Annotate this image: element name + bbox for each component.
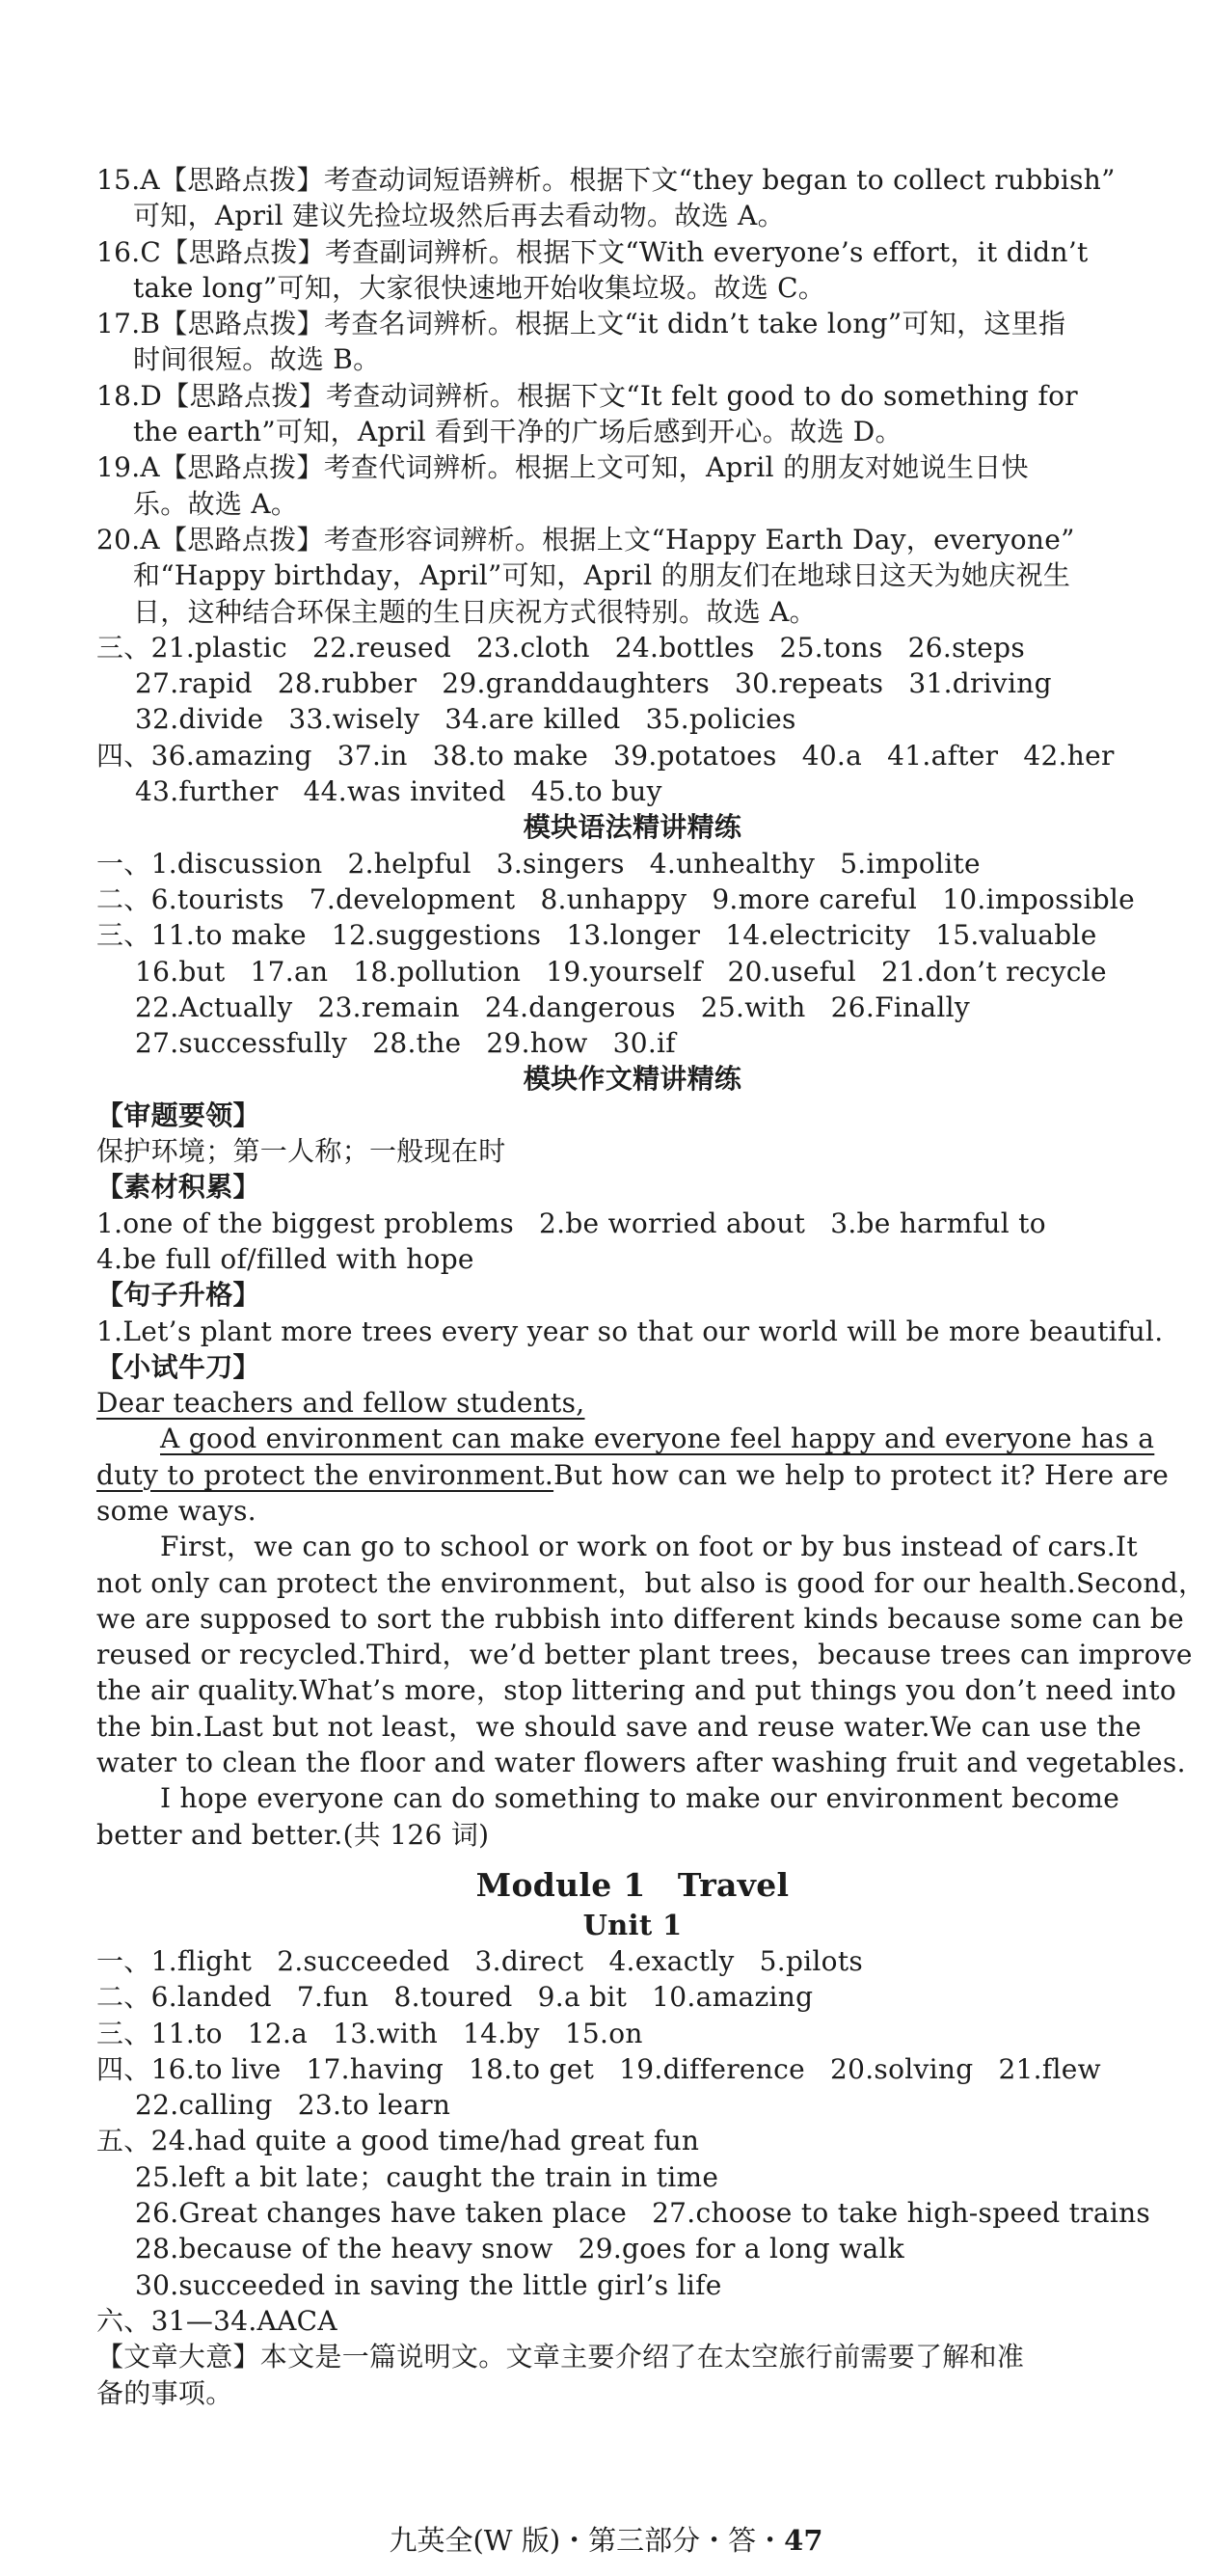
answer-item: 17.an: [250, 955, 329, 988]
essay-line: First，we can go to school or work on foot or by bus instead of cars.It: [160, 1531, 1138, 1563]
answer-item: 45.to buy: [530, 775, 662, 808]
text-line: 4.be full of/filled with hope: [96, 1242, 474, 1275]
answer-line: 六、31—34.AACA: [96, 2304, 337, 2337]
answer-item: 42.her: [1023, 739, 1115, 772]
answer-item: 22.reused: [311, 631, 452, 664]
section-heading: 【素材积累】: [96, 1171, 260, 1204]
text-line: 20.A【思路点拨】考查形容词辨析。根据上文“Happy Earth Day，everyone”: [96, 523, 1075, 556]
answer-item: 23.cloth: [476, 631, 590, 664]
answer-item: 33.wisely: [288, 703, 420, 736]
answer-line: [96, 1979, 1169, 2015]
section-heading: 【句子升格】: [96, 1279, 260, 1312]
text-line: 日，这种结合环保主题的生日庆祝方式很特别。故选 A。: [133, 595, 817, 628]
answer-item: 4.exactly: [608, 1944, 735, 1977]
answer-item: 24.dangerous: [484, 990, 676, 1023]
essay-line: water to clean the floor and water flowers after washing fruit and vegetables.: [96, 1747, 1186, 1779]
answer-line: [96, 954, 1169, 990]
answer-item: 10.impossible: [942, 882, 1136, 915]
answer-line: [96, 630, 1169, 665]
answer-item: 37.in: [337, 739, 408, 772]
answer-item: 8.unhappy: [540, 882, 687, 915]
answer-item: 18.to get: [469, 2052, 595, 2085]
answer-item: 3.direct: [474, 1944, 584, 1977]
answer-item: 19.difference: [619, 2052, 805, 2085]
cloze-explanations: [96, 162, 1169, 630]
answer-item: 3.singers: [496, 847, 625, 880]
answer-item: 一、1.discussion: [96, 847, 323, 880]
answer-item: 三、21.plastic: [96, 631, 287, 664]
answer-item: 26.Finally: [830, 990, 971, 1023]
answer-item: 7.development: [309, 882, 516, 915]
answer-item: 3.be harmful to: [830, 1207, 1046, 1239]
essay-line: better and better.(共 126 词): [96, 1818, 490, 1851]
answer-item: 29.goes for a long walk: [578, 2233, 905, 2265]
text-line: 18.D【思路点拨】考查动词辨析。根据下文“It felt good to do something for: [96, 379, 1078, 412]
answer-item: 30.if: [612, 1027, 676, 1060]
answer-item: 二、6.landed: [96, 1981, 272, 2014]
article-summary: 【文章大意】本文是一篇说明文。文章主要介绍了在太空旅行前需要了解和准: [96, 2341, 1025, 2373]
answer-item: 40.a: [801, 739, 863, 772]
answer-line: [96, 917, 1169, 953]
text-line: 17.B【思路点拨】考查名词辨析。根据上文“it didn’t take long”可知，这里指: [96, 308, 1066, 340]
answer-item: 1.one of the biggest problems: [96, 1207, 515, 1239]
text-line: 和“Happy birthday，April”可知，April 的朋友们在地球日这天为她庆祝生: [133, 559, 1071, 592]
text-line: the earth”可知，April 看到干净的广场后感到开心。故选 D。: [133, 416, 902, 448]
answer-line: [96, 1943, 1169, 1979]
answer-item: 15.valuable: [935, 919, 1097, 952]
answer-item: 一、1.flight: [96, 1944, 253, 1977]
answer-item: 23.to learn: [297, 2089, 451, 2122]
answer-line: [96, 881, 1169, 917]
answer-item: 29.granddaughters: [442, 667, 711, 700]
answer-item: 12.a: [247, 2017, 309, 2049]
essay-greeting: [96, 1385, 1169, 1421]
essay-line: the bin.Last but not least，we should save and reuse water.We can use the: [96, 1710, 1142, 1743]
answer-line: [96, 701, 1169, 737]
answer-item: 25.tons: [779, 631, 883, 664]
answer-item: 14.by: [463, 2017, 540, 2049]
text-line: 乐。故选 A。: [133, 487, 299, 520]
answer-line: [96, 2195, 1169, 2231]
page-footer: [0, 2519, 1212, 2559]
answer-item: 14.electricity: [725, 919, 911, 952]
answer-item: 44.was invited: [303, 775, 506, 808]
text-line: 15.A【思路点拨】考查动词短语辨析。根据下文“they began to collect rubbish”: [96, 164, 1116, 196]
answer-line: 30.succeeded in saving the little girl’s life: [135, 2268, 722, 2301]
word-answers: [96, 630, 1169, 809]
answer-item: 28.rubber: [277, 667, 417, 700]
answer-item: 三、11.to: [96, 2017, 223, 2049]
answer-item: 17.having: [306, 2052, 444, 2085]
answer-item: 三、11.to make: [96, 919, 307, 952]
answer-item: 32.divide: [135, 703, 264, 736]
essay-line: not only can protect the environment，but also is good for our health.Second，: [96, 1566, 1206, 1599]
grammar-section: [96, 809, 1169, 1061]
unit-title: Unit 1: [582, 1908, 683, 1941]
answer-item: 7.fun: [296, 1981, 369, 2014]
answer-item: 4.unhealthy: [649, 847, 816, 880]
underlined-text: A good environment can make everyone feel happy and everyone has a: [160, 1423, 1155, 1455]
text-line: 16.C【思路点拨】考查副词辨析。根据下文“With everyone’s effort，it didn’t: [96, 235, 1089, 268]
answer-item: 8.toured: [393, 1981, 513, 2014]
answer-item: 12.suggestions: [331, 919, 542, 952]
answer-item: 23.remain: [317, 990, 460, 1023]
answer-line: [96, 2016, 1169, 2051]
answer-item: 10.amazing: [652, 1981, 814, 2014]
answer-item: 43.further: [135, 775, 279, 808]
answer-line: 25.left a bit late；caught the train in time: [135, 2160, 719, 2193]
answer-item: 5.impolite: [840, 847, 981, 880]
answer-item: 2.succeeded: [277, 1944, 450, 1977]
text-line: 19.A【思路点拨】考查代词辨析。根据上文可知，April 的朋友对她说生日快: [96, 451, 1029, 484]
text-line: 1.Let’s plant more trees every year so that our world will be more beautiful.: [96, 1315, 1164, 1347]
answer-item: 13.longer: [566, 919, 701, 952]
answer-item: 9.more careful: [712, 882, 918, 915]
essay-text: But how can we help to protect it? Here are: [553, 1458, 1170, 1491]
answer-item: 2.be worried about: [539, 1207, 806, 1239]
writing-section: [96, 1061, 1206, 1853]
answer-line: [96, 665, 1169, 701]
essay-line: I hope everyone can do something to make our environment become: [160, 1782, 1120, 1815]
section-heading: 【小试牛刀】: [96, 1350, 260, 1383]
text-line: 时间很短。故选 B。: [133, 343, 381, 376]
answer-content: [96, 162, 1206, 2411]
answer-item: 四、16.to live: [96, 2052, 282, 2085]
answer-item: 18.pollution: [353, 955, 522, 988]
answer-item: 30.repeats: [735, 667, 884, 700]
answer-line: [96, 1025, 1169, 1061]
answer-line: [96, 738, 1169, 773]
answer-item: 19.yourself: [546, 955, 703, 988]
greeting-text: Dear teachers and fellow students,: [96, 1387, 585, 1420]
article-summary: 备的事项。: [96, 2376, 233, 2409]
essay-line: [96, 1457, 1169, 1493]
answer-item: 28.because of the heavy snow: [135, 2233, 553, 2265]
section-heading: 【审题要领】: [96, 1098, 260, 1131]
answer-item: 35.policies: [645, 703, 796, 736]
answer-item: 38.to make: [432, 739, 589, 772]
answer-item: 34.are killed: [444, 703, 621, 736]
text-line: 可知，April 建议先捡垃圾然后再去看动物。故选 A。: [133, 200, 785, 232]
answer-item: 21.don’t recycle: [881, 955, 1107, 988]
answer-item: 41.after: [887, 739, 999, 772]
answer-line: [96, 2087, 1169, 2123]
module-title: Module 1 Travel: [475, 1865, 790, 1904]
answer-item: 25.with: [700, 990, 806, 1023]
answer-line: 五、24.had quite a good time/had great fun: [96, 2125, 700, 2157]
answer-line: [96, 846, 1169, 881]
answer-item: 29.how: [486, 1027, 588, 1060]
answer-line: [96, 1206, 1169, 1241]
writing-title: 模块作文精讲精练: [523, 1063, 742, 1096]
answer-line: [96, 773, 1169, 809]
grammar-title: 模块语法精讲精练: [523, 811, 742, 844]
answer-item: 16.but: [135, 955, 226, 988]
essay-line: the air quality.What’s more，stop littering and put things you don’t need into: [96, 1674, 1177, 1707]
answer-item: 26.Great changes have taken place: [135, 2197, 628, 2230]
answer-item: 13.with: [333, 2017, 439, 2049]
answer-item: 四、36.amazing: [96, 739, 312, 772]
answer-item: 22.Actually: [135, 990, 293, 1023]
answer-item: 31.driving: [908, 667, 1052, 700]
answer-item: 21.flew: [998, 2052, 1101, 2085]
answer-item: 27.choose to take high-speed trains: [652, 2197, 1151, 2230]
essay-line: some ways.: [96, 1494, 256, 1527]
answer-item: 27.rapid: [135, 667, 253, 700]
answer-item: 28.the: [372, 1027, 462, 1060]
answer-item: 9.a bit: [537, 1981, 628, 2014]
answer-item: 27.successfully: [135, 1027, 348, 1060]
answer-item: 22.calling: [135, 2089, 273, 2122]
answer-item: 26.steps: [907, 631, 1026, 664]
module-section: [96, 1864, 1169, 2411]
underlined-text: duty to protect the environment.: [96, 1458, 554, 1491]
answer-item: 39.potatoes: [613, 739, 777, 772]
text-line: 保护环境；第一人称；一般现在时: [96, 1135, 506, 1168]
answer-line: [96, 990, 1169, 1025]
page-number: 47: [784, 2524, 823, 2557]
answer-item: 2.helpful: [347, 847, 471, 880]
answer-line: [96, 2231, 1169, 2266]
answer-item: 20.useful: [727, 955, 857, 988]
answer-item: 二、6.tourists: [96, 882, 284, 915]
essay-line: we are supposed to sort the rubbish into different kinds because some can be: [96, 1602, 1184, 1635]
essay-line: [96, 1421, 1169, 1456]
text-line: take long”可知，大家很快速地开始收集垃圾。故选 C。: [133, 271, 826, 304]
answer-item: 24.bottles: [614, 631, 755, 664]
footer-text: 九英全(W 版)・第三部分・答・: [389, 2524, 785, 2557]
answer-line: [96, 2051, 1169, 2087]
answer-item: 15.on: [564, 2017, 643, 2049]
essay-line: reused or recycled.Third，we’d better plant trees，because trees can improve: [96, 1639, 1193, 1671]
answer-item: 5.pilots: [759, 1944, 864, 1977]
answer-item: 20.solving: [830, 2052, 974, 2085]
